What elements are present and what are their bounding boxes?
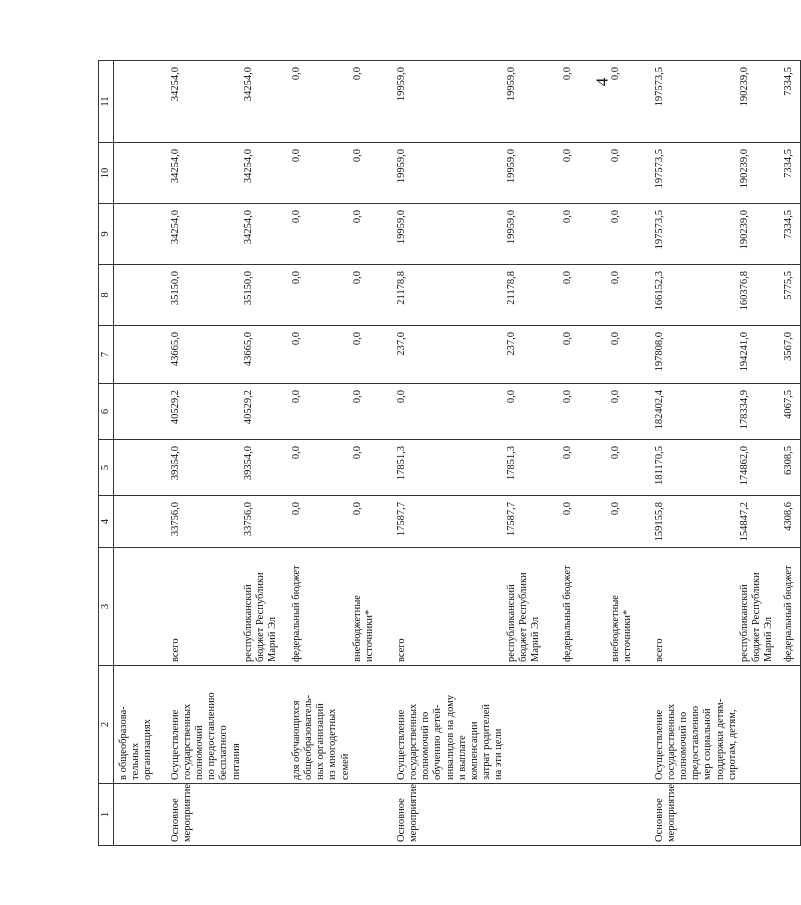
table-cell: [562, 666, 610, 784]
table-cell: внебюджетные источники*: [352, 548, 392, 666]
table-cell: 0,0: [610, 440, 650, 496]
table-cell: федеральный бюджет: [562, 548, 610, 666]
table-cell: 0,0: [562, 265, 610, 326]
table-cell: 0,0: [562, 440, 610, 496]
table-cell: всего: [650, 548, 739, 666]
table-cell: 237,0: [506, 326, 562, 384]
column-header: 8: [99, 265, 114, 326]
table-cell: 34254,0: [166, 204, 243, 265]
table-cell: [243, 666, 291, 784]
table-row: [783, 61, 801, 846]
table-cell: 0,0: [562, 384, 610, 440]
table-cell: 4067,5: [783, 384, 801, 440]
table-cell: 0,0: [610, 384, 650, 440]
table-cell: 19959,0: [506, 143, 562, 204]
table-cell: [506, 784, 562, 846]
table-cell: [114, 548, 166, 666]
table-cell: 7334,5: [783, 204, 801, 265]
table-cell: 17587,7: [392, 496, 506, 548]
table-cell: Основное мероприятие: [650, 784, 739, 846]
table-cell: 0,0: [562, 496, 610, 548]
table-cell: 0,0: [352, 204, 392, 265]
table-cell: федеральный бюджет: [783, 548, 801, 666]
header-row: [99, 61, 114, 846]
table-cell: 5775,5: [783, 265, 801, 326]
table-row: [650, 61, 739, 846]
table-cell: 19959,0: [392, 204, 506, 265]
table-cell: 160376,8: [739, 265, 783, 326]
table-cell: 178334,9: [739, 384, 783, 440]
table-cell: [114, 496, 166, 548]
table-cell: 34254,0: [243, 143, 291, 204]
table-cell: 17851,3: [392, 440, 506, 496]
table-cell: 154847,2: [739, 496, 783, 548]
table-cell: [739, 784, 783, 846]
table-cell: 0,0: [562, 204, 610, 265]
table-cell: 0,0: [562, 326, 610, 384]
column-header: 3: [99, 548, 114, 666]
column-header: 9: [99, 204, 114, 265]
table-cell: 0,0: [352, 265, 392, 326]
table-cell: 19959,0: [392, 143, 506, 204]
table-cell: 0,0: [291, 61, 352, 143]
table-cell: [506, 666, 562, 784]
budget-table: [98, 60, 801, 846]
table-cell: 33756,0: [166, 496, 243, 548]
table-cell: [352, 666, 392, 784]
table-cell: 0,0: [352, 440, 392, 496]
table-cell: 166152,3: [650, 265, 739, 326]
table-cell: [114, 204, 166, 265]
table-cell: [291, 784, 352, 846]
table-cell: 34254,0: [243, 204, 291, 265]
column-header: 11: [99, 61, 114, 143]
table-cell: [114, 61, 166, 143]
table-cell: 159155,8: [650, 496, 739, 548]
table-row: [739, 61, 783, 846]
table-cell: Осуществление государственных полномочий по предоставлению мер социальной поддержки детям- сиротам, детям,: [650, 666, 739, 784]
table-cell: всего: [392, 548, 506, 666]
table-row: [291, 61, 352, 846]
table-cell: 0,0: [291, 496, 352, 548]
column-header: 1: [99, 784, 114, 846]
table-cell: 197573,5: [650, 143, 739, 204]
table-cell: [114, 384, 166, 440]
table-cell: 35150,0: [166, 265, 243, 326]
table-cell: [562, 784, 610, 846]
table-cell: 0,0: [610, 326, 650, 384]
table-cell: 40529,2: [243, 384, 291, 440]
table-cell: 0,0: [506, 384, 562, 440]
table-cell: 43665,0: [166, 326, 243, 384]
table-cell: 34254,0: [243, 61, 291, 143]
table-cell: [114, 265, 166, 326]
table-cell: Основное мероприятие: [392, 784, 506, 846]
table-row: [243, 61, 291, 846]
table-cell: 0,0: [610, 496, 650, 548]
table-cell: 0,0: [291, 440, 352, 496]
table-cell: Осуществление государственных полномочий по обучению детей- инвалидов на дому и выплате компенсации затрат родителей на эти цели: [392, 666, 506, 784]
rotated-table-page: [98, 61, 794, 846]
table-row: [562, 61, 610, 846]
table-cell: 0,0: [562, 143, 610, 204]
table-cell: 0,0: [562, 61, 610, 143]
table-cell: федеральный бюджет: [291, 548, 352, 666]
table-cell: 237,0: [392, 326, 506, 384]
table-cell: [783, 784, 801, 846]
table-cell: 182402,4: [650, 384, 739, 440]
table-cell: Основное мероприятие: [166, 784, 243, 846]
table-cell: [610, 666, 650, 784]
table-cell: 197808,0: [650, 326, 739, 384]
table-cell: 190239,0: [739, 204, 783, 265]
table-cell: для обучающихся общеобразователь- ных организаций из многодетных семей: [291, 666, 352, 784]
table-cell: 197573,5: [650, 61, 739, 143]
table-cell: [243, 784, 291, 846]
table-cell: [114, 326, 166, 384]
table-cell: 19959,0: [506, 204, 562, 265]
table-cell: республиканский бюджет Республики Марий Эл: [506, 548, 562, 666]
column-header: 10: [99, 143, 114, 204]
table-cell: Осуществление государственных полномочий по предоставлению бесплатного питания: [166, 666, 243, 784]
table-cell: 0,0: [610, 61, 650, 143]
table-cell: 40529,2: [166, 384, 243, 440]
table-cell: 0,0: [291, 143, 352, 204]
table-cell: 7334,5: [783, 143, 801, 204]
table-cell: республиканский бюджет Республики Марий Эл: [739, 548, 783, 666]
table-cell: 197573,5: [650, 204, 739, 265]
table-cell: 0,0: [291, 384, 352, 440]
table-cell: [610, 784, 650, 846]
table-cell: 17587,7: [506, 496, 562, 548]
table-cell: 4308,6: [783, 496, 801, 548]
table-cell: 21178,8: [506, 265, 562, 326]
table-cell: 181170,5: [650, 440, 739, 496]
table-cell: 6308,5: [783, 440, 801, 496]
table-cell: 0,0: [352, 496, 392, 548]
table-cell: 0,0: [352, 143, 392, 204]
table-cell: 19959,0: [506, 61, 562, 143]
table-cell: 33756,0: [243, 496, 291, 548]
table-cell: 190239,0: [739, 61, 783, 143]
table-row: [506, 61, 562, 846]
table-cell: 0,0: [291, 326, 352, 384]
table-cell: 0,0: [610, 265, 650, 326]
table-cell: в общеобразова- тельных организациях: [114, 666, 166, 784]
table-cell: 34254,0: [166, 61, 243, 143]
table-cell: [114, 440, 166, 496]
table-cell: [114, 784, 166, 846]
table-row: [114, 61, 166, 846]
table-cell: 0,0: [610, 204, 650, 265]
column-header: 4: [99, 496, 114, 548]
column-header: 5: [99, 440, 114, 496]
table-cell: 0,0: [352, 384, 392, 440]
table-cell: 174862,0: [739, 440, 783, 496]
table-cell: 35150,0: [243, 265, 291, 326]
table-cell: 19959,0: [392, 61, 506, 143]
table-cell: 0,0: [392, 384, 506, 440]
table-cell: 39354,0: [243, 440, 291, 496]
table-cell: [739, 666, 783, 784]
table-cell: республиканский бюджет Республики Марий Эл: [243, 548, 291, 666]
table-cell: 17851,3: [506, 440, 562, 496]
table-cell: внебюджетные источники*: [610, 548, 650, 666]
table-cell: [783, 666, 801, 784]
table-cell: 39354,0: [166, 440, 243, 496]
table-row: [392, 61, 506, 846]
table-row: [166, 61, 243, 846]
table-cell: 7334,5: [783, 61, 801, 143]
table-cell: 194241,0: [739, 326, 783, 384]
table-cell: 43665,0: [243, 326, 291, 384]
table-cell: 0,0: [291, 204, 352, 265]
table-row: [352, 61, 392, 846]
table-cell: [114, 143, 166, 204]
table-cell: 0,0: [352, 61, 392, 143]
table-cell: 0,0: [291, 265, 352, 326]
table-cell: 34254,0: [166, 143, 243, 204]
column-header: 7: [99, 326, 114, 384]
table-cell: 0,0: [352, 326, 392, 384]
table-cell: 0,0: [610, 143, 650, 204]
table-row: [610, 61, 650, 846]
table-cell: всего: [166, 548, 243, 666]
page-number: 4: [592, 77, 612, 87]
table-cell: [352, 784, 392, 846]
table-cell: 190239,0: [739, 143, 783, 204]
column-header: 2: [99, 666, 114, 784]
table-cell: 3567,0: [783, 326, 801, 384]
table-cell: 21178,8: [392, 265, 506, 326]
column-header: 6: [99, 384, 114, 440]
